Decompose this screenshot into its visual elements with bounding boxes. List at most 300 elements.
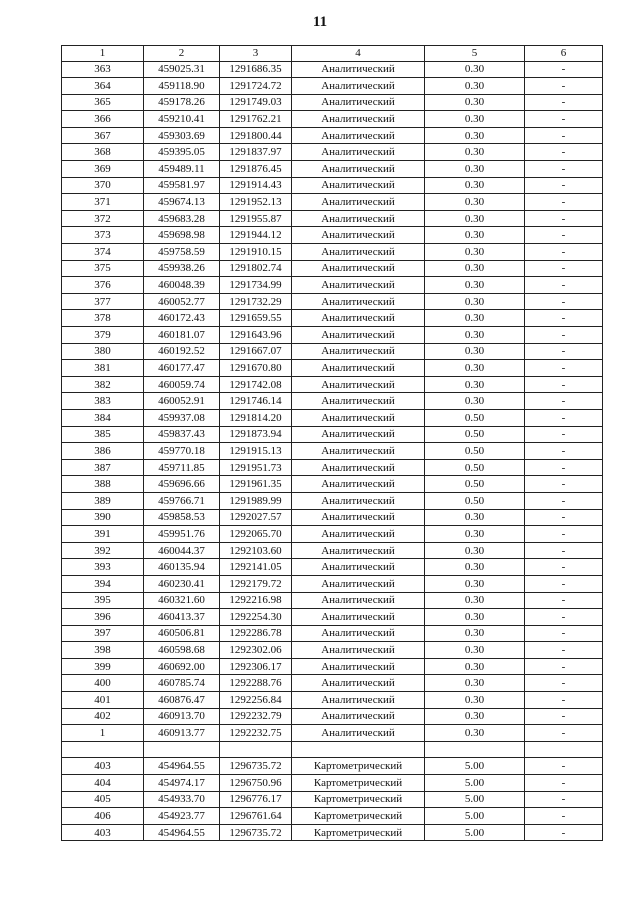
table-cell-col-2: 459395.05 bbox=[144, 144, 220, 161]
table-row bbox=[62, 144, 603, 161]
table-cell-col-6: - bbox=[525, 758, 603, 775]
table-cell-col-5: 5.00 bbox=[425, 758, 525, 775]
table-cell-col-4: Аналитический bbox=[292, 542, 425, 559]
table-row bbox=[62, 725, 603, 742]
table-cell-col-1: 390 bbox=[62, 509, 144, 526]
table-body bbox=[62, 46, 603, 841]
table-row bbox=[62, 609, 603, 626]
table-row bbox=[62, 758, 603, 775]
table-cell-col-2: 459696.66 bbox=[144, 476, 220, 493]
table-cell-col-4: Аналитический bbox=[292, 609, 425, 626]
table-cell-col-3: 1292216.98 bbox=[220, 592, 292, 609]
table-cell-col-2: 454964.55 bbox=[144, 758, 220, 775]
table-cell-col-1: 403 bbox=[62, 758, 144, 775]
table-cell-col-5: 0.30 bbox=[425, 509, 525, 526]
table-cell-col-3: 1296776.17 bbox=[220, 791, 292, 808]
table-cell-col-3: 1291749.03 bbox=[220, 94, 292, 111]
table-cell-col-3: 1291814.20 bbox=[220, 409, 292, 426]
table-row bbox=[62, 492, 603, 509]
table-row bbox=[62, 260, 603, 277]
table-cell-col-3: 1291951.73 bbox=[220, 459, 292, 476]
table-cell-col-2: 459770.18 bbox=[144, 443, 220, 460]
table-row bbox=[62, 409, 603, 426]
table-cell-col-5: 0.30 bbox=[425, 293, 525, 310]
table-cell-col-6: - bbox=[525, 658, 603, 675]
table-cell-col-2: 460321.60 bbox=[144, 592, 220, 609]
table-cell-col-1: 364 bbox=[62, 78, 144, 95]
table-cell-col-5: 0.30 bbox=[425, 177, 525, 194]
table-cell-col-6: - bbox=[525, 725, 603, 742]
table-cell-col-2: 459683.28 bbox=[144, 210, 220, 227]
table-cell-col-4: Аналитический bbox=[292, 61, 425, 78]
table-row bbox=[62, 327, 603, 344]
table-row bbox=[62, 61, 603, 78]
table-cell-col-4: Аналитический bbox=[292, 227, 425, 244]
table-cell-col-3: 1296735.72 bbox=[220, 758, 292, 775]
table-cell-col-6: - bbox=[525, 625, 603, 642]
header-cell-1: 1 bbox=[62, 46, 144, 62]
table-cell-col-1: 401 bbox=[62, 692, 144, 709]
table-cell-col-3: 1292232.79 bbox=[220, 708, 292, 725]
table-cell-col-3: 1291732.29 bbox=[220, 293, 292, 310]
table-cell-col-6: - bbox=[525, 775, 603, 792]
table-cell-col-5: 0.30 bbox=[425, 725, 525, 742]
table-cell-col-5: 0.30 bbox=[425, 575, 525, 592]
table-cell-col-2: 460913.70 bbox=[144, 708, 220, 725]
table-row bbox=[62, 808, 603, 825]
table-cell-col-2: 459858.53 bbox=[144, 509, 220, 526]
table-cell-col-3: 1291915.13 bbox=[220, 443, 292, 460]
table-cell-col-6: - bbox=[525, 227, 603, 244]
table-row bbox=[62, 741, 603, 758]
table-cell-col-3: 1292141.05 bbox=[220, 559, 292, 576]
table-cell-col-6: - bbox=[525, 144, 603, 161]
table-cell-col-4: Аналитический bbox=[292, 675, 425, 692]
table-cell-col-6: - bbox=[525, 210, 603, 227]
table-cell-col-3: 1291961.35 bbox=[220, 476, 292, 493]
table-cell-col-6: - bbox=[525, 675, 603, 692]
table-cell-col-5: 0.30 bbox=[425, 144, 525, 161]
table-cell-col-1: 396 bbox=[62, 609, 144, 626]
table-row bbox=[62, 210, 603, 227]
table-cell-col-6: - bbox=[525, 260, 603, 277]
header-cell-6: 6 bbox=[525, 46, 603, 62]
table-cell-col-4: Аналитический bbox=[292, 210, 425, 227]
table-cell-col-2: 460177.47 bbox=[144, 360, 220, 377]
table-row bbox=[62, 459, 603, 476]
table-cell-col-5: 0.30 bbox=[425, 692, 525, 709]
table-cell-col-4: Аналитический bbox=[292, 360, 425, 377]
table-cell-col-4: Аналитический bbox=[292, 426, 425, 443]
table-cell-col-6: - bbox=[525, 426, 603, 443]
table-cell-col-4: Аналитический bbox=[292, 94, 425, 111]
table-cell-col-6: - bbox=[525, 476, 603, 493]
table-cell-col-1: 377 bbox=[62, 293, 144, 310]
table-cell-col-1: 406 bbox=[62, 808, 144, 825]
table-row bbox=[62, 227, 603, 244]
table-row bbox=[62, 625, 603, 642]
table-cell-col-1: 391 bbox=[62, 526, 144, 543]
table-cell-col-6: - bbox=[525, 393, 603, 410]
table-row bbox=[62, 824, 603, 841]
table-cell-col-2: 459674.13 bbox=[144, 194, 220, 211]
table-cell-col-2: 460876.47 bbox=[144, 692, 220, 709]
table-cell-col-2: 459951.76 bbox=[144, 526, 220, 543]
table-cell-col-6 bbox=[525, 741, 603, 758]
coordinates-table bbox=[61, 45, 603, 841]
table-cell-col-2: 459937.08 bbox=[144, 409, 220, 426]
table-cell-col-3: 1291802.74 bbox=[220, 260, 292, 277]
table-cell-col-4: Аналитический bbox=[292, 725, 425, 742]
table-cell-col-2: 460044.37 bbox=[144, 542, 220, 559]
table-cell-col-4: Картометрический bbox=[292, 775, 425, 792]
table-cell-col-2: 459178.26 bbox=[144, 94, 220, 111]
table-cell-col-1: 363 bbox=[62, 61, 144, 78]
table-cell-col-6: - bbox=[525, 459, 603, 476]
table-cell-col-1: 402 bbox=[62, 708, 144, 725]
table-cell-col-1: 389 bbox=[62, 492, 144, 509]
table-row bbox=[62, 675, 603, 692]
table-cell-col-4: Аналитический bbox=[292, 559, 425, 576]
table-cell-col-2: 454923.77 bbox=[144, 808, 220, 825]
table-cell-col-4: Аналитический bbox=[292, 111, 425, 128]
table-cell-col-1: 366 bbox=[62, 111, 144, 128]
table-cell-col-2: 459118.90 bbox=[144, 78, 220, 95]
table-cell-col-5: 0.30 bbox=[425, 94, 525, 111]
page-number: 11 bbox=[312, 14, 328, 30]
table-cell-col-1: 387 bbox=[62, 459, 144, 476]
table-cell-col-5: 0.30 bbox=[425, 542, 525, 559]
table-cell-col-6: - bbox=[525, 310, 603, 327]
table-cell-col-5: 5.00 bbox=[425, 775, 525, 792]
table-row bbox=[62, 592, 603, 609]
table-cell-col-1: 380 bbox=[62, 343, 144, 360]
table-cell-col-2: 460135.94 bbox=[144, 559, 220, 576]
table-cell-col-6: - bbox=[525, 592, 603, 609]
table-cell-col-2: 460692.00 bbox=[144, 658, 220, 675]
table-cell-col-6: - bbox=[525, 343, 603, 360]
table-cell-col-3: 1291910.15 bbox=[220, 244, 292, 261]
table-cell-col-4: Аналитический bbox=[292, 492, 425, 509]
table-row bbox=[62, 293, 603, 310]
table-row bbox=[62, 277, 603, 294]
table-cell-col-2: 459711.85 bbox=[144, 459, 220, 476]
table-cell-col-3: 1292288.76 bbox=[220, 675, 292, 692]
table-row bbox=[62, 658, 603, 675]
table-cell-col-1: 400 bbox=[62, 675, 144, 692]
table-cell-col-4: Аналитический bbox=[292, 575, 425, 592]
table-cell-col-3: 1291873.94 bbox=[220, 426, 292, 443]
table-cell-col-3: 1292179.72 bbox=[220, 575, 292, 592]
table-cell-col-6: - bbox=[525, 526, 603, 543]
table-cell-col-5: 0.30 bbox=[425, 376, 525, 393]
table-cell-col-2: 460785.74 bbox=[144, 675, 220, 692]
table-cell-col-2: 460913.77 bbox=[144, 725, 220, 742]
table-cell-col-1: 376 bbox=[62, 277, 144, 294]
table-cell-col-5: 0.30 bbox=[425, 625, 525, 642]
table-cell-col-4 bbox=[292, 741, 425, 758]
table-cell-col-4: Аналитический bbox=[292, 708, 425, 725]
table-cell-col-3: 1291944.12 bbox=[220, 227, 292, 244]
table-cell-col-2: 460052.77 bbox=[144, 293, 220, 310]
table-cell-col-4: Картометрический bbox=[292, 808, 425, 825]
table-cell-col-5: 5.00 bbox=[425, 824, 525, 841]
table-cell-col-5: 0.50 bbox=[425, 459, 525, 476]
table-cell-col-5: 0.30 bbox=[425, 277, 525, 294]
table-cell-col-3: 1291762.21 bbox=[220, 111, 292, 128]
table-cell-col-5: 0.30 bbox=[425, 658, 525, 675]
table-cell-col-4: Аналитический bbox=[292, 443, 425, 460]
table-cell-col-2: 459938.26 bbox=[144, 260, 220, 277]
table-cell-col-4: Аналитический bbox=[292, 177, 425, 194]
table-cell-col-5: 0.30 bbox=[425, 559, 525, 576]
table-cell-col-3: 1292232.75 bbox=[220, 725, 292, 742]
table-cell-col-2: 460192.52 bbox=[144, 343, 220, 360]
table-cell-col-4: Аналитический bbox=[292, 459, 425, 476]
table-cell-col-2: 459766.71 bbox=[144, 492, 220, 509]
table-cell-col-3: 1291742.08 bbox=[220, 376, 292, 393]
table-row bbox=[62, 310, 603, 327]
table-cell-col-3: 1292256.84 bbox=[220, 692, 292, 709]
table-cell-col-6: - bbox=[525, 177, 603, 194]
table-cell-col-5: 0.30 bbox=[425, 526, 525, 543]
table-cell-col-3: 1296761.64 bbox=[220, 808, 292, 825]
table-cell-col-5: 0.30 bbox=[425, 127, 525, 144]
table-cell-col-6: - bbox=[525, 244, 603, 261]
table-cell-col-4: Аналитический bbox=[292, 78, 425, 95]
table-cell-col-2: 454933.70 bbox=[144, 791, 220, 808]
table-cell-col-5: 0.30 bbox=[425, 78, 525, 95]
table-cell-col-6: - bbox=[525, 559, 603, 576]
table-row bbox=[62, 161, 603, 178]
table-cell-col-1: 404 bbox=[62, 775, 144, 792]
table-cell-col-4: Аналитический bbox=[292, 509, 425, 526]
table-row bbox=[62, 708, 603, 725]
table-row bbox=[62, 791, 603, 808]
table-cell-col-1: 368 bbox=[62, 144, 144, 161]
table-cell-col-3: 1292286.78 bbox=[220, 625, 292, 642]
table-cell-col-5: 0.50 bbox=[425, 492, 525, 509]
table-cell-col-3: 1291746.14 bbox=[220, 393, 292, 410]
table-cell-col-5: 0.50 bbox=[425, 409, 525, 426]
table-cell-col-6: - bbox=[525, 94, 603, 111]
table-cell-col-3: 1291914.43 bbox=[220, 177, 292, 194]
table-cell-col-1: 393 bbox=[62, 559, 144, 576]
table-cell-col-6: - bbox=[525, 293, 603, 310]
table-cell-col-5: 0.30 bbox=[425, 244, 525, 261]
table-row bbox=[62, 426, 603, 443]
table-cell-col-3: 1291989.99 bbox=[220, 492, 292, 509]
table-cell-col-3: 1291667.07 bbox=[220, 343, 292, 360]
table-cell-col-5: 0.50 bbox=[425, 426, 525, 443]
table-row bbox=[62, 559, 603, 576]
table-cell-col-3: 1291643.96 bbox=[220, 327, 292, 344]
table-cell-col-1: 398 bbox=[62, 642, 144, 659]
table-cell-col-5: 0.30 bbox=[425, 194, 525, 211]
table-cell-col-1: 386 bbox=[62, 443, 144, 460]
table-cell-col-6: - bbox=[525, 692, 603, 709]
header-cell-4: 4 bbox=[292, 46, 425, 62]
table-cell-col-2: 460059.74 bbox=[144, 376, 220, 393]
header-cell-2: 2 bbox=[144, 46, 220, 62]
table-cell-col-2: 459303.69 bbox=[144, 127, 220, 144]
table-cell-col-3: 1291952.13 bbox=[220, 194, 292, 211]
table-cell-col-3: 1292302.06 bbox=[220, 642, 292, 659]
table-cell-col-3: 1291670.80 bbox=[220, 360, 292, 377]
table-cell-col-2: 459581.97 bbox=[144, 177, 220, 194]
table-cell-col-5: 0.30 bbox=[425, 675, 525, 692]
table-cell-col-2: 459758.59 bbox=[144, 244, 220, 261]
table-cell-col-4: Аналитический bbox=[292, 592, 425, 609]
table-cell-col-1: 375 bbox=[62, 260, 144, 277]
table-cell-col-3: 1291955.87 bbox=[220, 210, 292, 227]
table-cell-col-6: - bbox=[525, 708, 603, 725]
table-cell-col-4: Аналитический bbox=[292, 409, 425, 426]
table-cell-col-6: - bbox=[525, 542, 603, 559]
table-cell-col-2: 460413.37 bbox=[144, 609, 220, 626]
table-cell-col-6: - bbox=[525, 78, 603, 95]
table-cell-col-2: 459837.43 bbox=[144, 426, 220, 443]
table-cell-col-2: 460052.91 bbox=[144, 393, 220, 410]
table-row bbox=[62, 575, 603, 592]
table-cell-col-2 bbox=[144, 741, 220, 758]
table-cell-col-2: 460181.07 bbox=[144, 327, 220, 344]
table-cell-col-5: 0.30 bbox=[425, 343, 525, 360]
table-cell-col-6: - bbox=[525, 327, 603, 344]
table-cell-col-3: 1291734.99 bbox=[220, 277, 292, 294]
table-cell-col-2: 460598.68 bbox=[144, 642, 220, 659]
table-cell-col-1: 371 bbox=[62, 194, 144, 211]
table-cell-col-1: 399 bbox=[62, 658, 144, 675]
table-cell-col-4: Картометрический bbox=[292, 824, 425, 841]
table-cell-col-6: - bbox=[525, 127, 603, 144]
table-cell-col-4: Аналитический bbox=[292, 310, 425, 327]
table-cell-col-5: 5.00 bbox=[425, 808, 525, 825]
table-cell-col-4: Аналитический bbox=[292, 625, 425, 642]
table-cell-col-5: 0.30 bbox=[425, 61, 525, 78]
table-cell-col-2: 459489.11 bbox=[144, 161, 220, 178]
table-cell-col-4: Аналитический bbox=[292, 526, 425, 543]
table-cell-col-1: 373 bbox=[62, 227, 144, 244]
table-cell-col-5: 0.30 bbox=[425, 592, 525, 609]
table-cell-col-1: 395 bbox=[62, 592, 144, 609]
table-cell-col-4: Картометрический bbox=[292, 791, 425, 808]
table-cell-col-1: 394 bbox=[62, 575, 144, 592]
table-cell-col-2: 460048.39 bbox=[144, 277, 220, 294]
table-row bbox=[62, 393, 603, 410]
table-cell-col-4: Аналитический bbox=[292, 244, 425, 261]
table-cell-col-5 bbox=[425, 741, 525, 758]
table-cell-col-4: Аналитический bbox=[292, 393, 425, 410]
table-cell-col-4: Аналитический bbox=[292, 127, 425, 144]
table-row bbox=[62, 775, 603, 792]
table-cell-col-4: Аналитический bbox=[292, 277, 425, 294]
table-row bbox=[62, 476, 603, 493]
table-cell-col-6: - bbox=[525, 376, 603, 393]
table-cell-col-5: 0.30 bbox=[425, 161, 525, 178]
table-cell-col-4: Аналитический bbox=[292, 194, 425, 211]
table-cell-col-5: 0.30 bbox=[425, 327, 525, 344]
table-cell-col-1 bbox=[62, 741, 144, 758]
table-row bbox=[62, 244, 603, 261]
table-cell-col-1: 403 bbox=[62, 824, 144, 841]
table-cell-col-6: - bbox=[525, 642, 603, 659]
table-cell-col-1: 381 bbox=[62, 360, 144, 377]
table-cell-col-4: Аналитический bbox=[292, 658, 425, 675]
table-cell-col-2: 459698.98 bbox=[144, 227, 220, 244]
table-cell-col-2: 459210.41 bbox=[144, 111, 220, 128]
table-cell-col-5: 0.30 bbox=[425, 210, 525, 227]
table-cell-col-5: 0.30 bbox=[425, 708, 525, 725]
table-cell-col-4: Аналитический bbox=[292, 293, 425, 310]
table-cell-col-6: - bbox=[525, 575, 603, 592]
table-cell-col-1: 405 bbox=[62, 791, 144, 808]
table-cell-col-1: 384 bbox=[62, 409, 144, 426]
table-cell-col-4: Аналитический bbox=[292, 376, 425, 393]
table-cell-col-3: 1296750.96 bbox=[220, 775, 292, 792]
table-cell-col-5: 0.50 bbox=[425, 443, 525, 460]
table-cell-col-5: 5.00 bbox=[425, 791, 525, 808]
table-cell-col-3: 1291876.45 bbox=[220, 161, 292, 178]
table-cell-col-4: Аналитический bbox=[292, 260, 425, 277]
table-cell-col-1: 374 bbox=[62, 244, 144, 261]
table-cell-col-3: 1291659.55 bbox=[220, 310, 292, 327]
table-header-row bbox=[62, 46, 603, 62]
table-cell-col-6: - bbox=[525, 824, 603, 841]
header-cell-3: 3 bbox=[220, 46, 292, 62]
table-row bbox=[62, 360, 603, 377]
table-row bbox=[62, 376, 603, 393]
table-cell-col-3: 1292306.17 bbox=[220, 658, 292, 675]
table-cell-col-6: - bbox=[525, 360, 603, 377]
table-cell-col-5: 0.30 bbox=[425, 111, 525, 128]
table-cell-col-6: - bbox=[525, 409, 603, 426]
table-cell-col-6: - bbox=[525, 277, 603, 294]
table-row bbox=[62, 542, 603, 559]
table-cell-col-5: 0.30 bbox=[425, 609, 525, 626]
table-cell-col-6: - bbox=[525, 194, 603, 211]
table-cell-col-3: 1291686.35 bbox=[220, 61, 292, 78]
table-cell-col-5: 0.30 bbox=[425, 642, 525, 659]
table-cell-col-4: Аналитический bbox=[292, 343, 425, 360]
table-cell-col-1: 365 bbox=[62, 94, 144, 111]
table-cell-col-2: 454974.17 bbox=[144, 775, 220, 792]
table-cell-col-3: 1296735.72 bbox=[220, 824, 292, 841]
table-cell-col-1: 397 bbox=[62, 625, 144, 642]
table-cell-col-4: Аналитический bbox=[292, 144, 425, 161]
table-cell-col-4: Аналитический bbox=[292, 476, 425, 493]
table-cell-col-1: 372 bbox=[62, 210, 144, 227]
table-row bbox=[62, 343, 603, 360]
table-cell-col-4: Аналитический bbox=[292, 161, 425, 178]
table-cell-col-2: 460172.43 bbox=[144, 310, 220, 327]
table-cell-col-1: 382 bbox=[62, 376, 144, 393]
table-cell-col-4: Аналитический bbox=[292, 692, 425, 709]
table-row bbox=[62, 78, 603, 95]
table-cell-col-6: - bbox=[525, 111, 603, 128]
table-cell-col-6: - bbox=[525, 808, 603, 825]
table-cell-col-4: Аналитический bbox=[292, 642, 425, 659]
table-cell-col-1: 385 bbox=[62, 426, 144, 443]
table-cell-col-1: 367 bbox=[62, 127, 144, 144]
table-cell-col-2: 459025.31 bbox=[144, 61, 220, 78]
table-cell-col-6: - bbox=[525, 443, 603, 460]
table-cell-col-1: 378 bbox=[62, 310, 144, 327]
table-row bbox=[62, 692, 603, 709]
table-cell-col-2: 460506.81 bbox=[144, 625, 220, 642]
table-cell-col-3: 1292103.60 bbox=[220, 542, 292, 559]
table-cell-col-2: 460230.41 bbox=[144, 575, 220, 592]
